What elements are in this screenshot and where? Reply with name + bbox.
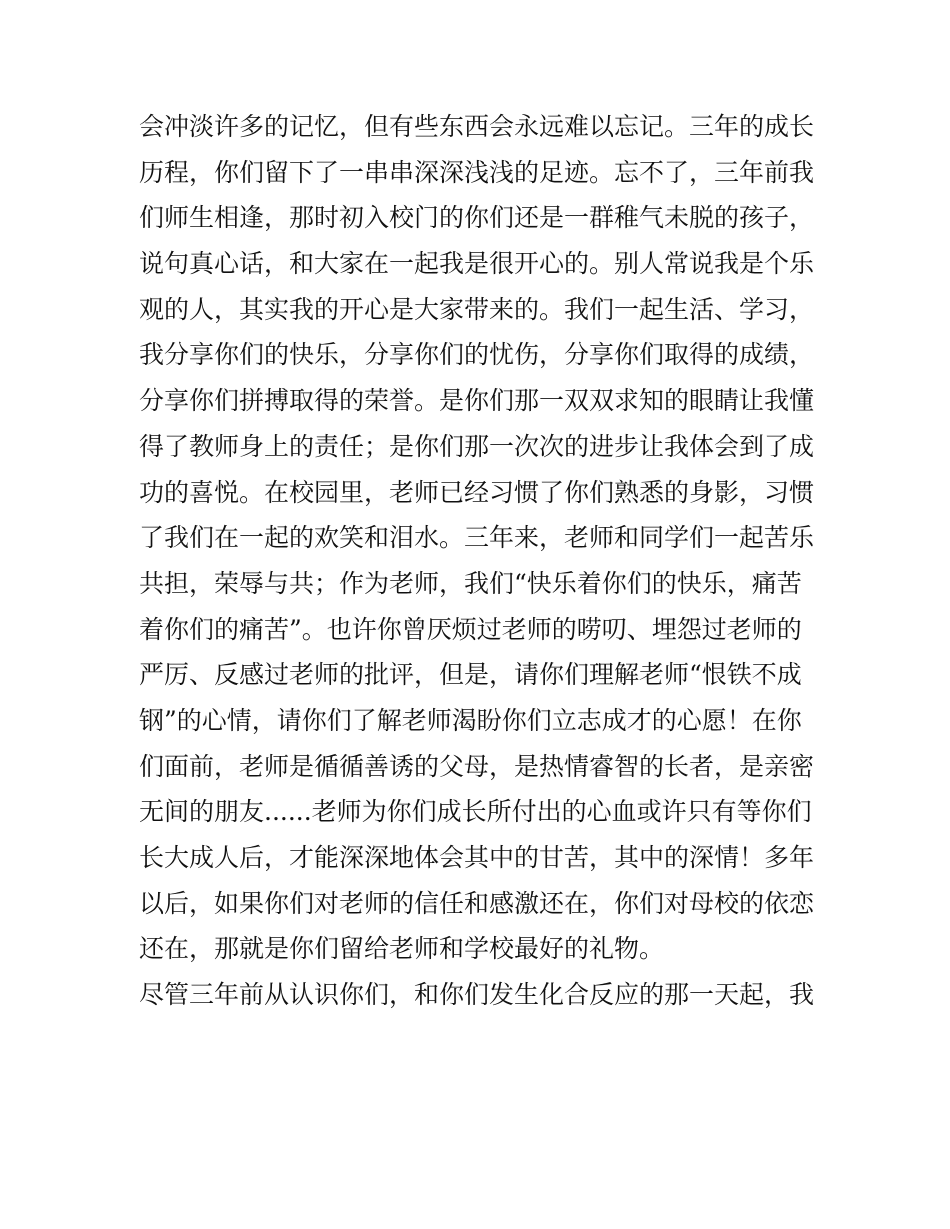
text-line: 尽管三年前从认识你们，和你们发生化合反应的那一天起，我 bbox=[139, 980, 815, 1010]
text-line: 功的喜悦。在校园里，老师已经习惯了你们熟悉的身影，习惯 bbox=[139, 477, 815, 507]
text-line: 以后，如果你们对老师的信任和感激还在，你们对母校的依恋 bbox=[139, 888, 815, 918]
text-line: 说句真心话，和大家在一起我是很开心的。别人常说我是个乐 bbox=[139, 249, 815, 279]
text-line: 会冲淡许多的记忆，但有些东西会永远难以忘记。三年的成长 bbox=[139, 112, 815, 141]
text-line: 无间的朋友......老师为你们成长所付出的心血或许只有等你们 bbox=[139, 797, 812, 827]
text-line: 们面前，老师是循循善诱的父母，是热情睿智的长者，是亲密 bbox=[139, 751, 815, 781]
text-line: 共担，荣辱与共；作为老师，我们“快乐着你们的快乐，痛苦 bbox=[139, 568, 802, 598]
text-line: 们师生相逢，那时初入校门的你们还是一群稚气未脱的孩子， bbox=[139, 203, 815, 233]
text-line: 钢”的心情，请你们了解老师渴盼你们立志成才的心愿！在你 bbox=[139, 705, 802, 735]
text-line: 历程，你们留下了一串串深深浅浅的足迹。忘不了，三年前我 bbox=[139, 157, 815, 187]
text-line: 长大成人后，才能深深地体会其中的甘苦，其中的深情！多年 bbox=[139, 843, 815, 872]
text-line: 严厉、反感过老师的批评，但是，请你们理解老师“恨铁不成 bbox=[139, 660, 802, 690]
text-line: 分享你们拼搏取得的荣誉。是你们那一双双求知的眼睛让我懂 bbox=[139, 386, 815, 416]
text-line: 了我们在一起的欢笑和泪水。三年来，老师和同学们一起苦乐 bbox=[139, 523, 815, 553]
text-line: 还在，那就是你们留给老师和学校最好的礼物。 bbox=[139, 934, 665, 964]
body-text bbox=[139, 104, 819, 1018]
text-line: 我分享你们的快乐，分享你们的忧伤，分享你们取得的成绩， bbox=[139, 340, 815, 370]
text-line: 着你们的痛苦”。也许你曾厌烦过老师的唠叨、埋怨过老师的 bbox=[139, 614, 802, 644]
text-line: 得了教师身上的责任；是你们那一次次的进步让我体会到了成 bbox=[139, 431, 815, 461]
text-line: 观的人，其实我的开心是大家带来的。我们一起生活、学习， bbox=[139, 294, 815, 324]
